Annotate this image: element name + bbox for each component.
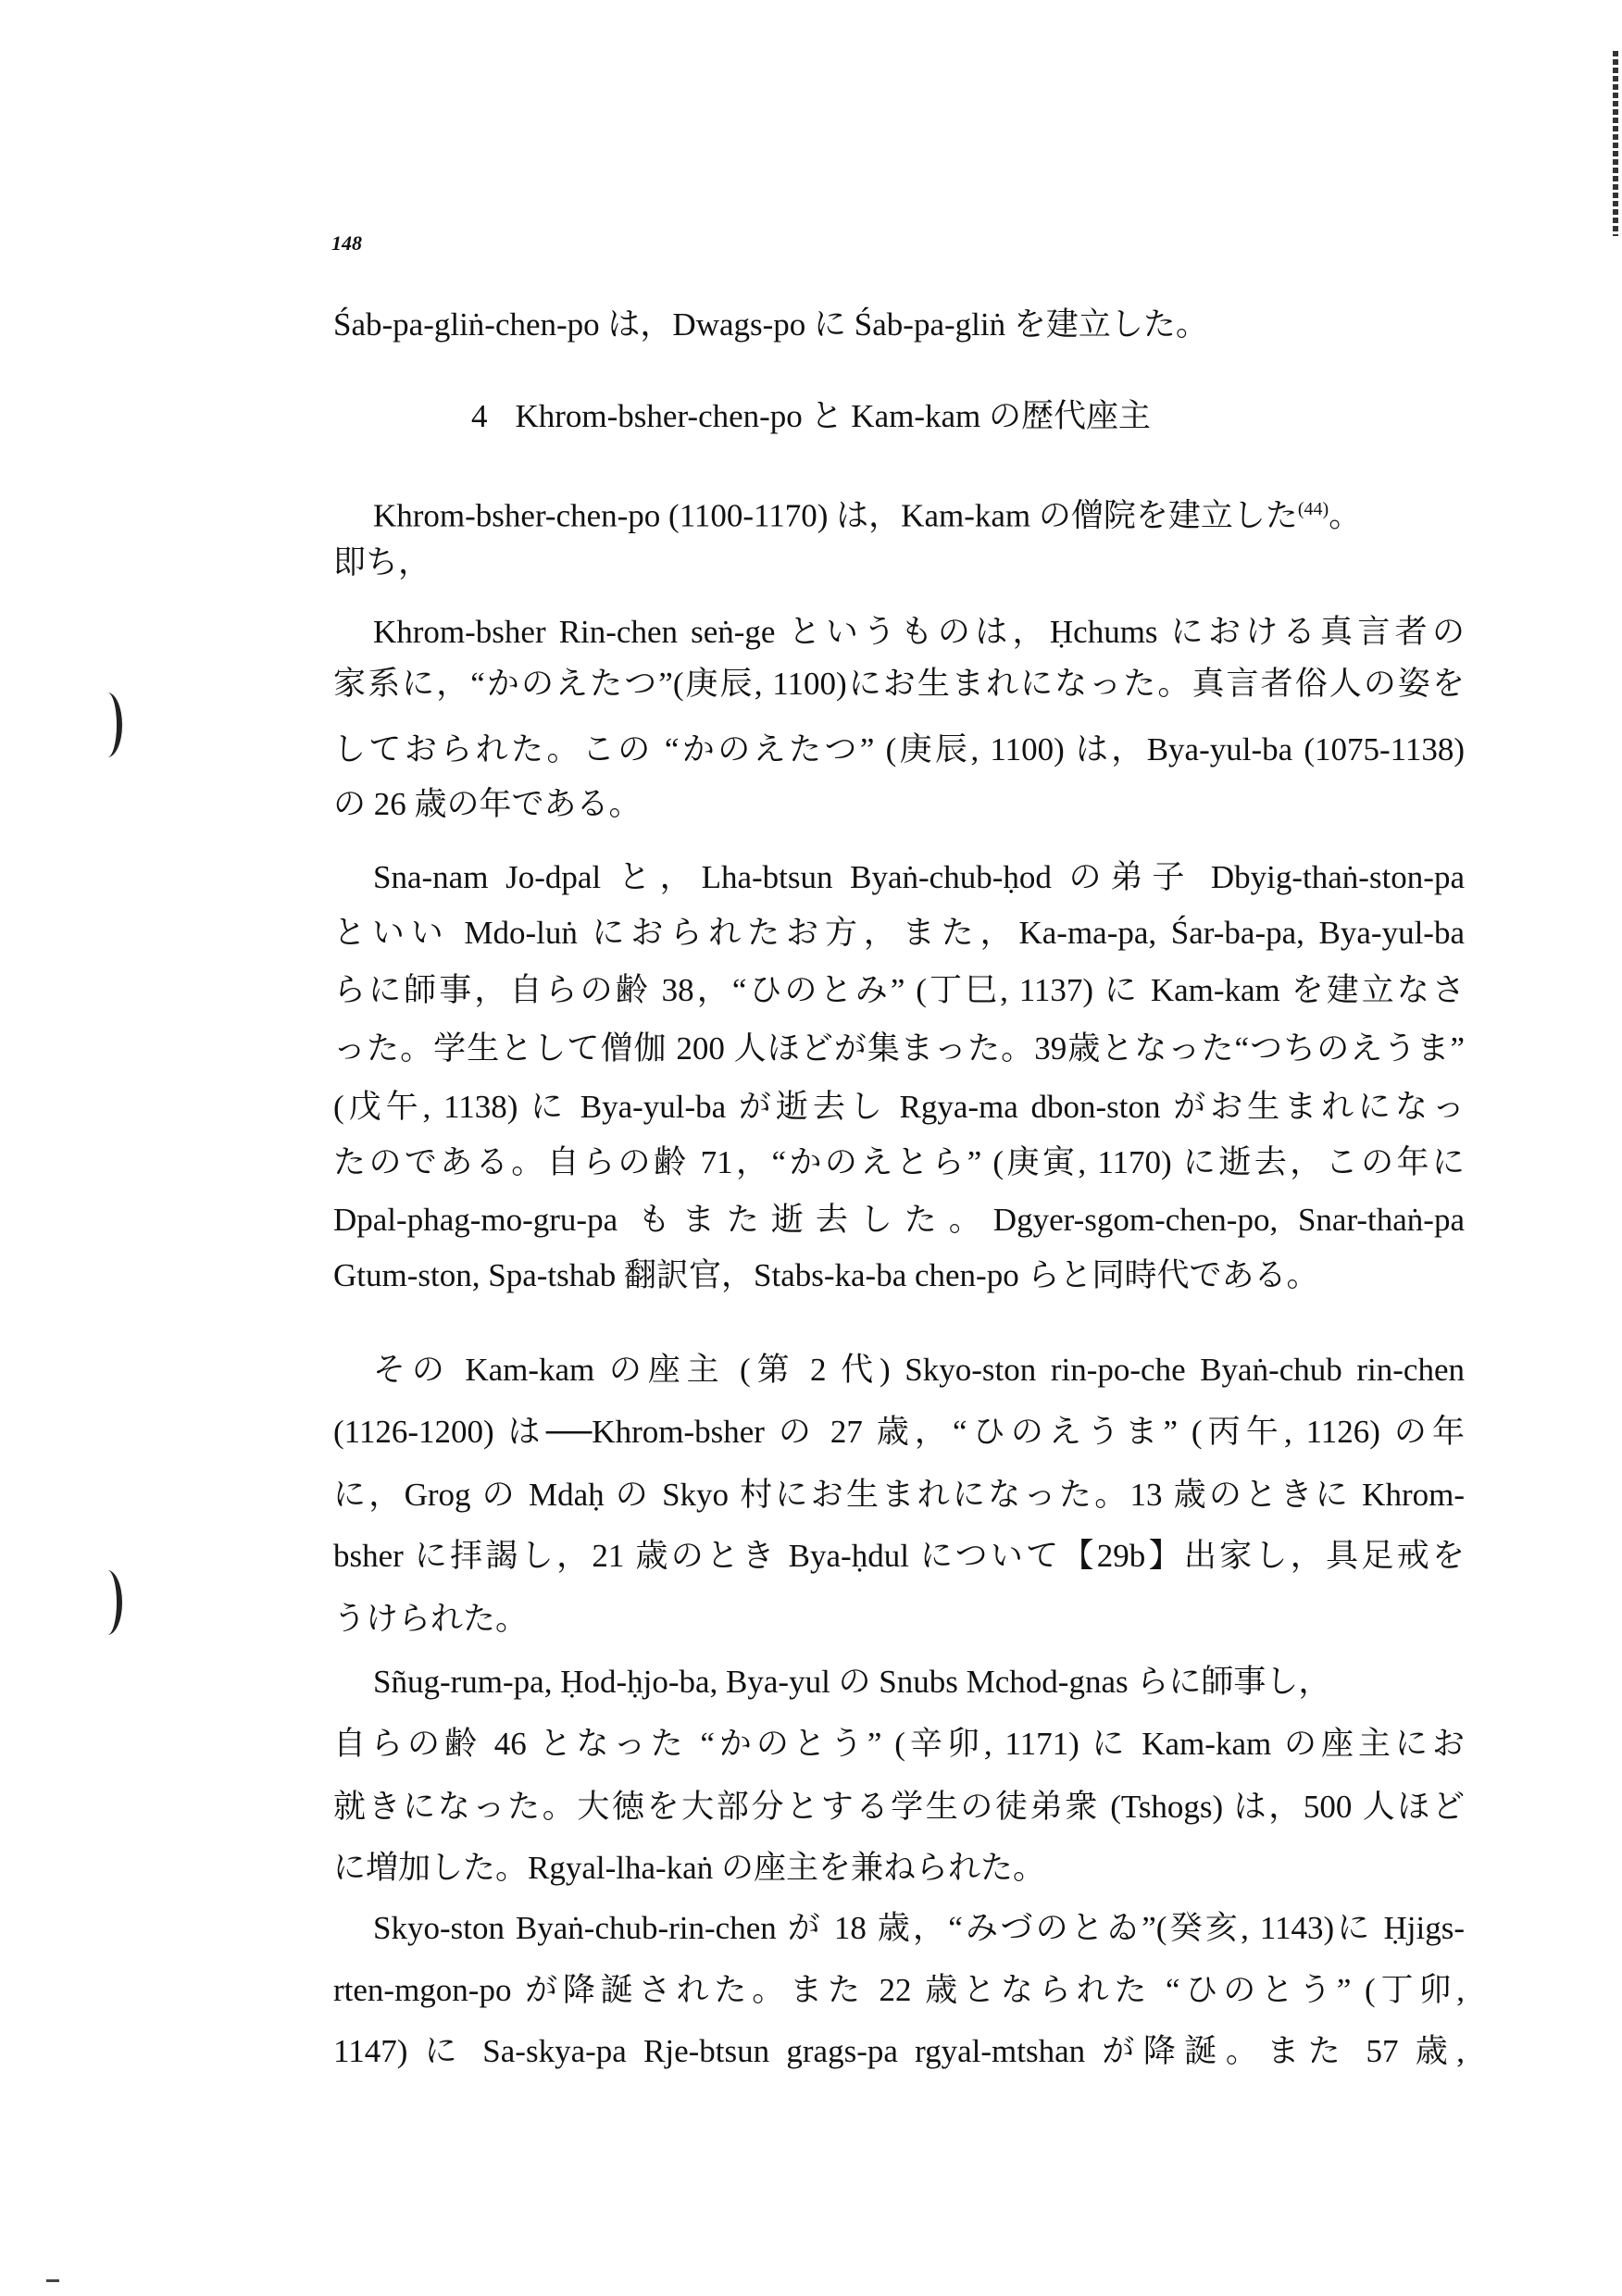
- paragraph-line: 自らの齢 46 となった “かのとう” (辛卯, 1171) に Kam-kam の座主にお: [333, 1726, 1465, 1762]
- paragraph-line: といい Mdo-luṅ におられたお方，また，Ka-ma-pa, Śar-ba-pa, Bya-yul-ba: [333, 915, 1465, 951]
- binding-hole-mark: [93, 1570, 122, 1635]
- paragraph-line: らに師事，自らの齢 38，“ひのとみ” (丁巳, 1137) に Kam-kam を建立なさ: [333, 972, 1465, 1008]
- section-title: Khrom-bsher-chen-po と Kam-kam の歴代座主: [515, 398, 1151, 434]
- text: 。: [1329, 497, 1362, 534]
- opening-line: Śab-pa-gliṅ-chen-po は，Dwags-po に Śab-pa-gliṅ を建立した。: [333, 306, 1208, 343]
- paragraph-line: った。学生として僧伽 200 人ほどが集まった。39歳となった“つちのえうま”: [333, 1030, 1465, 1067]
- paragraph-line: の 26 歳の年である。: [333, 786, 642, 822]
- binding-hole-mark: [93, 693, 122, 757]
- paragraph-line: Sna-nam Jo-dpal と，Lha-btsun Byaṅ-chub-ḥod の弟子 Dbyig-thaṅ-ston-pa: [373, 859, 1465, 895]
- paragraph-line: 就きになった。大徳を大部分とする学生の徒弟衆 (Tshogs) は，500 人ほど: [333, 1789, 1465, 1825]
- scan-edge-noise: [1613, 51, 1618, 236]
- scan-mark: [46, 2279, 59, 2282]
- text: Khrom-bsher-chen-po (1100-1170) は，Kam-kam の僧院を建立した: [373, 497, 1298, 534]
- paragraph-line: その Kam-kam の座主 (第 2 代) Skyo-ston rin-po-che Byaṅ-chub rin-chen: [373, 1352, 1465, 1388]
- section-heading: [0, 394, 1622, 439]
- paragraph-line: 即ち，: [333, 544, 431, 580]
- paragraph-line: (戊午, 1138) に Bya-yul-ba が逝去し Rgya-ma dbon-ston がお生まれになっ: [333, 1089, 1465, 1125]
- paragraph-line: に増加した。Rgyal-lha-kaṅ の座主を兼ねられた。: [333, 1850, 1045, 1886]
- paragraph-line: Dpal-phag-mo-gru-pa もまた逝去した。Dgyer-sgom-chen-po, Snar-thaṅ-pa: [333, 1202, 1465, 1238]
- page-number: 148: [331, 231, 362, 255]
- paragraph-line: うけられた。: [333, 1601, 529, 1637]
- paragraph-line: Skyo-ston Byaṅ-chub-rin-chen が 18 歳，“みづのとゐ”(癸亥, 1143)に Ḥjigs-: [373, 1910, 1465, 1946]
- section-number: 4: [471, 398, 488, 434]
- footnote-ref: (44): [1297, 499, 1329, 519]
- paragraph-line: Sñug-rum-pa, Ḥod-ḥjo-ba, Bya-yul の Snubs Mchod-gnas らに師事し，: [373, 1664, 1331, 1700]
- paragraph-line: しておられた。この “かのえたつ” (庚辰, 1100) は，Bya-yul-ba (1075-1138): [333, 731, 1465, 767]
- paragraph-line: 家系に，“かのえたつ”(庚辰, 1100)にお生まれになった。真言者俗人の姿を: [333, 666, 1465, 702]
- paragraph-line: Gtum-ston, Spa-tshab 翻訳官，Stabs-ka-ba chen-po らと同時代である。: [333, 1257, 1319, 1293]
- paragraph-line: rten-mgon-po が降誕された。また 22 歳となられた “ひのとう” (丁卯,: [333, 1972, 1465, 2008]
- paragraph-line: [373, 487, 1465, 539]
- paragraph-line: (1126-1200) は──Khrom-bsher の 27 歳，“ひのえうま” (丙午, 1126) の年: [333, 1414, 1465, 1450]
- paragraph-line: 1147) に Sa-skya-pa Rje-btsun grags-pa rgyal-mtshan が降誕。また 57 歳,: [333, 2033, 1465, 2069]
- paragraph-line: に，Grog の Mdaḥ の Skyo 村にお生まれになった。13 歳のときに Khrom-: [333, 1477, 1465, 1513]
- paragraph-line: bsher に拝謁し，21 歳のとき Bya-ḥdul について【29b】出家し，具足戒を: [333, 1538, 1465, 1574]
- paragraph-line: たのである。自らの齢 71，“かのえとら” (庚寅, 1170) に逝去，この年に: [333, 1144, 1465, 1180]
- paragraph-line: Khrom-bsher Rin-chen seṅ-ge というものは，Ḥchums における真言者の: [373, 614, 1465, 650]
